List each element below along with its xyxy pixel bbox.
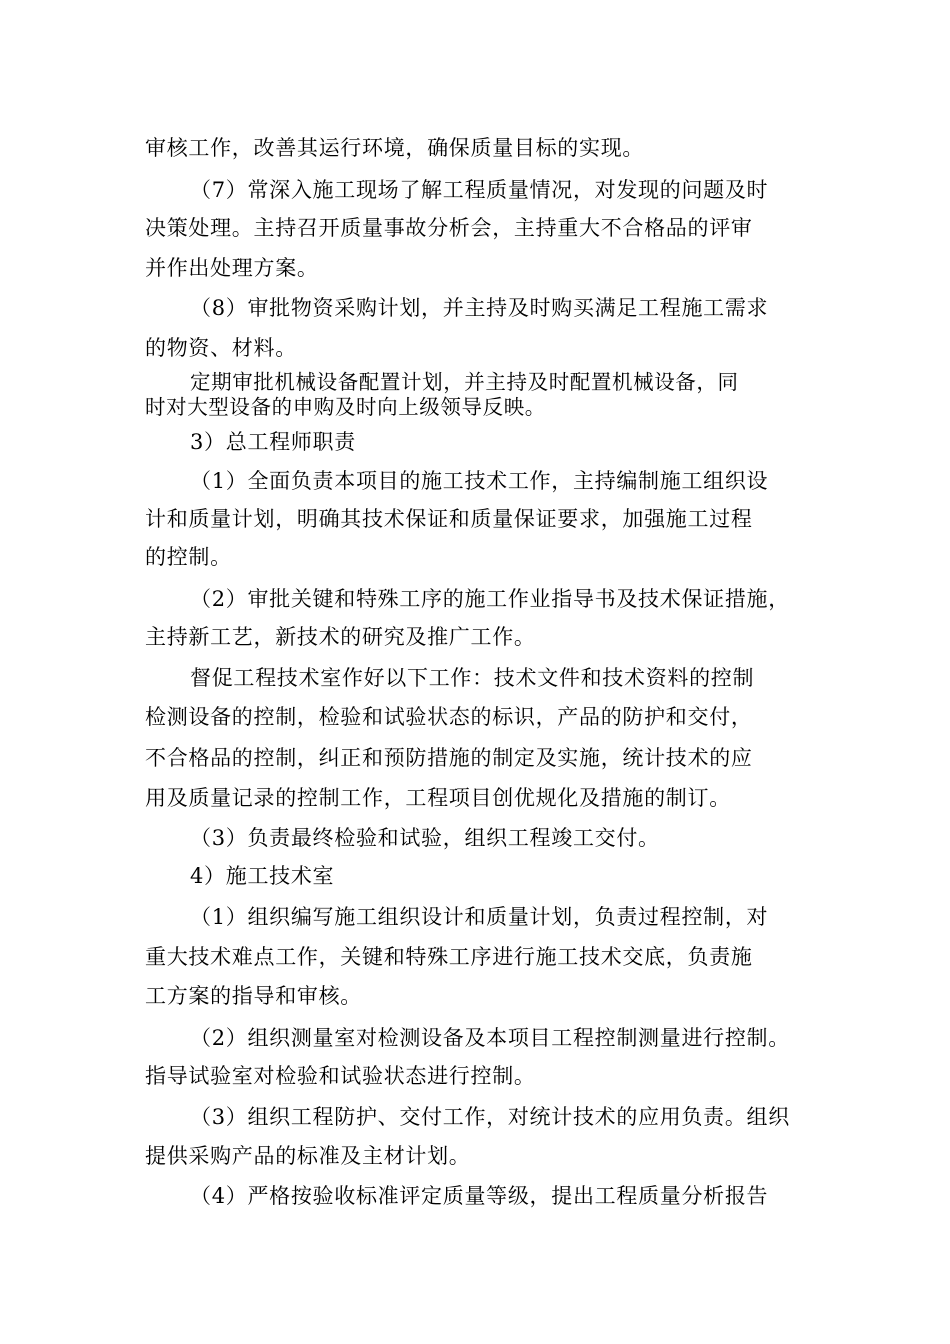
text-line: （3）组织工程防护、交付工作，对统计技术的应用负责。组织 <box>190 1105 790 1129</box>
text-line: 督促工程技术室作好以下工作：技术文件和技术资料的控制 <box>190 666 755 690</box>
text-line: （8）审批物资采购计划，并主持及时购买满足工程施工需求 <box>190 296 769 320</box>
text-line: 定期审批机械设备配置计划，并主持及时配置机械设备，同 <box>190 370 739 394</box>
text-line: （2）组织测量室对检测设备及本项目工程控制测量进行控制。 <box>190 1026 790 1050</box>
text-line: 用及质量记录的控制工作，工程项目创优规化及措施的制订。 <box>145 786 731 810</box>
text-line: 审核工作，改善其运行环境，确保质量目标的实现。 <box>145 136 645 160</box>
section-heading: 4）施工技术室 <box>190 864 335 888</box>
text-line: 重大技术难点工作，关键和特殊工序进行施工技术交底，负责施 <box>145 945 753 969</box>
text-line: （7）常深入施工现场了解工程质量情况，对发现的问题及时 <box>190 178 769 202</box>
text-line: （1）组织编写施工组织设计和质量计划，负责过程控制，对 <box>190 905 769 929</box>
text-line: 并作出处理方案。 <box>145 256 319 280</box>
text-line: 时对大型设备的申购及时向上级领导反映。 <box>145 395 546 419</box>
text-line: 不合格品的控制，纠正和预防措施的制定及实施，统计技术的应 <box>145 746 753 770</box>
text-line: （2）审批关键和特殊工序的施工作业指导书及技术保证措施， <box>190 587 790 611</box>
text-line: 计和质量计划，明确其技术保证和质量保证要求，加强施工过程 <box>145 507 753 531</box>
text-line: （1）全面负责本项目的施工技术工作，主持编制施工组织设 <box>190 469 769 493</box>
text-line: 主持新工艺，新技术的研究及推广工作。 <box>145 625 536 649</box>
text-line: 的物资、材料。 <box>145 336 297 360</box>
section-heading: 3）总工程师职责 <box>190 430 356 454</box>
text-line: 的控制。 <box>145 545 232 569</box>
text-line: 工方案的指导和审核。 <box>145 984 362 1008</box>
text-line: （3）负责最终检验和试验，组织工程竣工交付。 <box>190 826 660 850</box>
text-line: 决策处理。主持召开质量事故分析会，主持重大不合格品的评审 <box>145 216 753 240</box>
text-line: 指导试验室对检验和试验状态进行控制。 <box>145 1064 536 1088</box>
text-line: （4）严格按验收标准评定质量等级，提出工程质量分析报告 <box>190 1184 769 1208</box>
text-line: 检测设备的控制，检验和试验状态的标识，产品的防护和交付， <box>145 705 753 729</box>
text-line: 提供采购产品的标准及主材计划。 <box>145 1144 471 1168</box>
